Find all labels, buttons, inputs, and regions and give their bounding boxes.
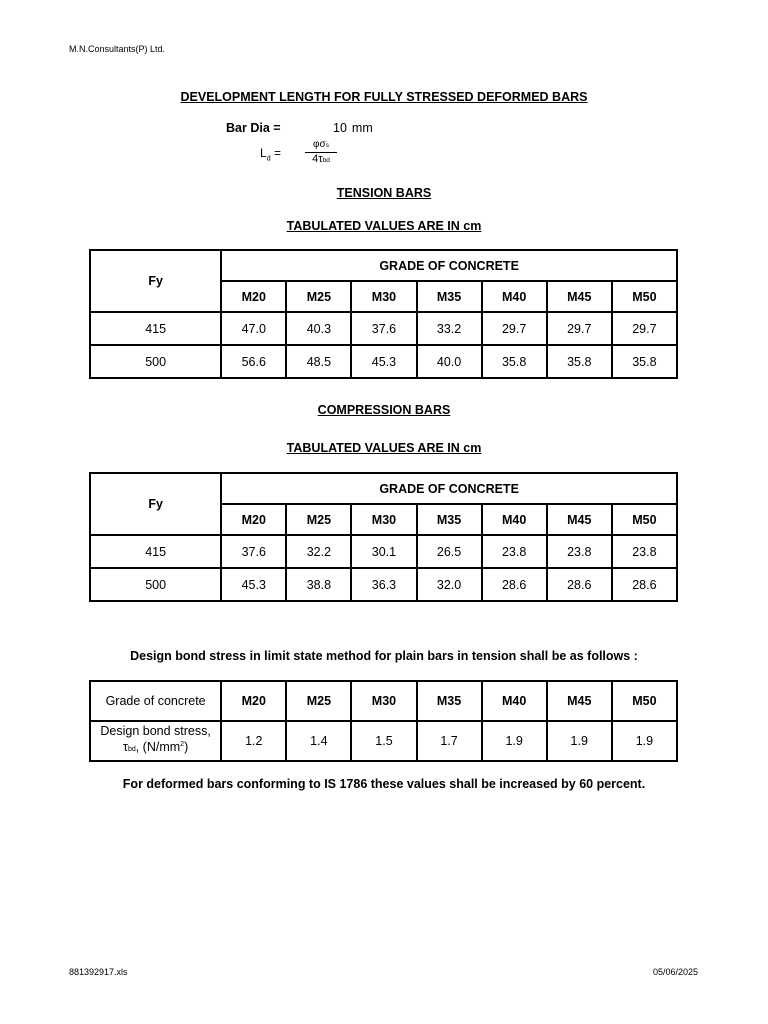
- table-row: [90, 535, 677, 568]
- formula-denominator: [305, 153, 337, 167]
- formula-lhs-symbol: L: [260, 146, 267, 160]
- tension-value-cell: 48.5: [286, 345, 351, 378]
- compression-grade-header: M25: [286, 504, 351, 535]
- footer-date: 05/06/2025: [652, 967, 698, 977]
- compression-value-cell: 32.2: [286, 535, 351, 568]
- bond-stress-sub: bd: [127, 746, 136, 754]
- bond-grade-header: M35: [417, 681, 482, 721]
- bond-value-cell: 1.5: [351, 721, 416, 761]
- tension-fy-header: Fy: [90, 250, 221, 312]
- tension-value-cell: 35.8: [547, 345, 612, 378]
- compression-grade-header: M35: [417, 504, 482, 535]
- bond-footnote: For deformed bars conforming to IS 1786 these values shall be increased by 60 percent.: [122, 777, 646, 791]
- bond-value-cell: 1.7: [417, 721, 482, 761]
- bar-dia-value: [333, 121, 373, 135]
- bond-grade-header: M25: [286, 681, 351, 721]
- table-row: [90, 312, 677, 345]
- compression-value-cell: 32.0: [417, 568, 482, 601]
- compression-grade-header: M50: [612, 504, 677, 535]
- compression-subheading: TABULATED VALUES ARE IN cm: [286, 441, 482, 455]
- compression-value-cell: 30.1: [351, 535, 416, 568]
- tension-grade-header: M35: [417, 281, 482, 312]
- tension-grade-group-header: GRADE OF CONCRETE: [221, 250, 677, 281]
- tension-value-cell: 40.0: [417, 345, 482, 378]
- compression-value-cell: 37.6: [221, 535, 286, 568]
- bond-stress-label-line1: Design bond stress,: [100, 724, 211, 739]
- footer-filename: 881392917.xls: [69, 967, 128, 977]
- compression-grade-header: M45: [547, 504, 612, 535]
- tension-value-cell: 35.8: [482, 345, 547, 378]
- bond-grade-header: M40: [482, 681, 547, 721]
- tension-value-cell: 40.3: [286, 312, 351, 345]
- bond-stress-close: ): [184, 740, 189, 755]
- compression-value-cell: 26.5: [417, 535, 482, 568]
- bond-value-cell: 1.9: [547, 721, 612, 761]
- company-name: M.N.Consultants(P) Ltd.: [69, 44, 166, 54]
- tension-fy-cell: 415: [90, 312, 221, 345]
- compression-grade-group-header: GRADE OF CONCRETE: [221, 473, 677, 504]
- formula-numerator-subscript: s: [325, 142, 329, 149]
- compression-grade-header: M30: [351, 504, 416, 535]
- tension-grade-header: M40: [482, 281, 547, 312]
- tension-value-cell: 56.6: [221, 345, 286, 378]
- bond-grade-header: M45: [547, 681, 612, 721]
- table-row: [90, 721, 677, 761]
- tension-grade-header: M25: [286, 281, 351, 312]
- tension-value-cell: 29.7: [612, 312, 677, 345]
- compression-value-cell: 23.8: [612, 535, 677, 568]
- formula-fraction: [305, 139, 337, 167]
- tension-value-cell: 29.7: [482, 312, 547, 345]
- compression-fy-header: Fy: [90, 473, 221, 535]
- tension-value-cell: 35.8: [612, 345, 677, 378]
- bond-grade-label: Grade of concrete: [90, 681, 221, 721]
- compression-value-cell: 36.3: [351, 568, 416, 601]
- bond-stress-label: [90, 721, 221, 761]
- tension-grade-header: M45: [547, 281, 612, 312]
- compression-value-cell: 38.8: [286, 568, 351, 601]
- compression-heading: COMPRESSION BARS: [317, 403, 451, 417]
- formula-numerator: [305, 139, 337, 153]
- bond-stress-table: [89, 680, 678, 762]
- compression-table: [89, 472, 678, 602]
- formula-equals: =: [273, 146, 281, 160]
- compression-value-cell: 23.8: [547, 535, 612, 568]
- table-row: [90, 681, 677, 721]
- bond-stress-unit: , (N/mm: [135, 740, 181, 755]
- table-row: [90, 568, 677, 601]
- bond-stress-note: Design bond stress in limit state method for plain bars in tension shall be as follows :: [130, 649, 638, 663]
- compression-grade-header: M20: [221, 504, 286, 535]
- bar-dia-label: Bar Dia =: [226, 121, 281, 135]
- page-title: DEVELOPMENT LENGTH FOR FULLY STRESSED DEFORMED BARS: [180, 90, 588, 104]
- tension-heading: TENSION BARS: [336, 186, 432, 200]
- formula-lhs: [260, 146, 281, 162]
- tension-grade-header: M20: [221, 281, 286, 312]
- table-row: [90, 345, 677, 378]
- tension-fy-cell: 500: [90, 345, 221, 378]
- tension-value-cell: 47.0: [221, 312, 286, 345]
- tension-table: [89, 249, 678, 379]
- formula-denominator-subscript: bd: [322, 157, 330, 164]
- compression-value-cell: 28.6: [482, 568, 547, 601]
- bar-dia-unit: mm: [351, 121, 373, 135]
- bond-value-cell: 1.9: [482, 721, 547, 761]
- compression-grade-header: M40: [482, 504, 547, 535]
- compression-value-cell: 28.6: [547, 568, 612, 601]
- tension-value-cell: 33.2: [417, 312, 482, 345]
- tension-grade-header: M30: [351, 281, 416, 312]
- tension-grade-header: M50: [612, 281, 677, 312]
- bond-value-cell: 1.9: [612, 721, 677, 761]
- compression-value-cell: 28.6: [612, 568, 677, 601]
- bond-value-cell: 1.4: [286, 721, 351, 761]
- tension-value-cell: 29.7: [547, 312, 612, 345]
- bond-grade-header: M50: [612, 681, 677, 721]
- tension-value-cell: 45.3: [351, 345, 416, 378]
- compression-fy-cell: 500: [90, 568, 221, 601]
- compression-value-cell: 23.8: [482, 535, 547, 568]
- bond-grade-header: M30: [351, 681, 416, 721]
- tension-subheading: TABULATED VALUES ARE IN cm: [286, 219, 482, 233]
- bond-grade-header: M20: [221, 681, 286, 721]
- bar-dia-number: 10: [333, 121, 347, 135]
- formula-denominator-symbol: 4τ: [312, 153, 323, 165]
- tension-value-cell: 37.6: [351, 312, 416, 345]
- formula-numerator-symbol: φσ: [313, 139, 326, 150]
- bond-stress-sup: 2: [180, 741, 185, 749]
- formula-lhs-subscript: d: [266, 155, 271, 163]
- bond-value-cell: 1.2: [221, 721, 286, 761]
- compression-fy-cell: 415: [90, 535, 221, 568]
- compression-value-cell: 45.3: [221, 568, 286, 601]
- bond-stress-tau: τ: [122, 740, 128, 755]
